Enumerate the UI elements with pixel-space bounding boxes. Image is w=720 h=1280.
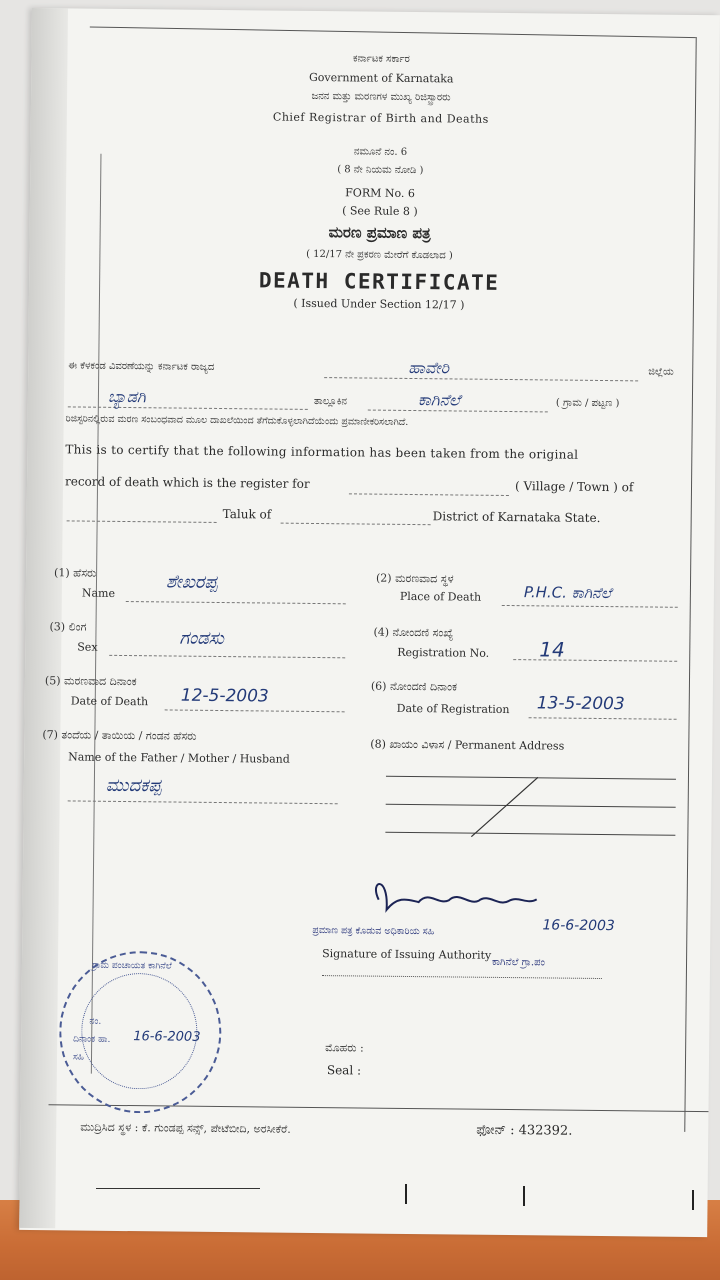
date-of-registration-value: 13-5-2003 xyxy=(536,693,625,715)
registration-number-label: Registration No. xyxy=(397,645,490,660)
address-strike-mark xyxy=(463,773,544,844)
permanent-address-label: (8) ಖಾಯಂ ವಿಳಾಸ / Permanent Address xyxy=(370,737,565,753)
district-kannada-line xyxy=(324,377,638,381)
intro-english-line2: record of death which is the register for xyxy=(64,474,310,491)
government-kannada: ಕರ್ನಾಟಕ ಸರ್ಕಾರ xyxy=(353,53,410,65)
parent-name-label-kannada: (7) ತಂದೆಯ / ತಾಯಿಯ / ಗಂಡನ ಹೆಸರು xyxy=(42,728,197,743)
date-of-death-label: Date of Death xyxy=(70,694,149,709)
date-of-death-label-kannada: (5) ಮರಣವಾದ ದಿನಾಂಕ xyxy=(44,674,137,689)
registrar-english: Chief Registrar of Birth and Deaths xyxy=(272,110,489,126)
taluk-kannada-line xyxy=(68,406,308,410)
intro-english-taluk: Taluk of xyxy=(222,507,272,522)
intro-kannada-line3: ರಿಜಿಸ್ಟರಿನಲ್ಲಿರುವ ಮರಣ ಸಂಬಂಧವಾದ ಮೂಲ ದಾಖಲೆಯಿಂದ ತೆಗೆದುಕೊಳ್ಳಲಾಗಿದೆಯೆಂದು ಪ್ರಮಾಣೀಕರಿಸಲಾಗಿದೆ. xyxy=(65,413,409,428)
death-certificate-document xyxy=(19,8,720,1237)
sex-line xyxy=(109,655,345,658)
date-of-registration-label: Date of Registration xyxy=(396,701,510,717)
intro-english-district: District of Karnataka State. xyxy=(432,509,601,525)
intro-english-line1: This is to certify that the following information has been taken from the original xyxy=(65,442,579,462)
intro-kannada-line1: ಈ ಕೆಳಕಂಡ ವಿವರಣೆಯನ್ನು ಕರ್ನಾಟಕ ರಾಜ್ಯದ xyxy=(68,360,215,373)
signature-date: 16-6-2003 xyxy=(542,917,615,935)
form-number: FORM No. 6 xyxy=(345,186,416,201)
village-kannada-value: ಕಾಗಿನೆಲೆ xyxy=(417,390,461,410)
bottom-pen-line xyxy=(96,1188,260,1189)
frame-left-line xyxy=(91,154,102,1074)
date-of-death-line xyxy=(165,709,345,712)
sex-value: ಗಂಡಸು xyxy=(179,627,224,650)
handwritten-signature xyxy=(358,869,559,931)
government-english: Government of Karnataka xyxy=(308,70,454,86)
district-kannada-value: ಹಾವೇರಿ xyxy=(408,357,450,378)
stamp-top-text: ಗ್ರಾಮ ಪಂಚಾಯತ ಕಾಗಿನೆಲೆ xyxy=(91,960,172,972)
registration-number-line xyxy=(513,659,677,662)
place-of-death-line xyxy=(502,605,678,608)
stamp-date-value: 16-6-2003 xyxy=(133,1029,201,1045)
issuing-office-kannada: ಕಾಗಿನೆಲೆ ಗ್ರಾ.ಪಂ xyxy=(491,956,546,969)
rule-number: ( See Rule 8 ) xyxy=(342,204,418,219)
district-english-line xyxy=(281,523,431,526)
issuing-authority-label: Signature of Issuing Authority xyxy=(322,947,492,962)
taluk-kannada-label: ತಾಲ್ಲೂಕಿನ xyxy=(313,395,348,408)
bottom-mark-1 xyxy=(405,1184,407,1204)
intro-english-village-town: ( Village / Town ) of xyxy=(514,479,634,495)
name-value: ಶೇಖರಪ್ಪ xyxy=(165,571,218,593)
place-of-death-label: Place of Death xyxy=(399,589,482,604)
place-of-death-value: P.H.C. ಕಾಗಿನೆಲೆ xyxy=(523,583,612,603)
rule-kannada: ( 8 ನೇ ನಿಯಮ ನೋಡಿ ) xyxy=(337,164,424,177)
frame-right-line xyxy=(684,37,696,1132)
registration-number-label-kannada: (4) ನೋಂದಣಿ ಸಂಖ್ಯೆ xyxy=(373,625,454,640)
parent-name-value: ಮುದಕಪ್ಪ xyxy=(105,774,162,797)
title-kannada: ಮರಣ ಪ್ರಮಾಣ ಪತ್ರ xyxy=(328,223,431,243)
registration-number-value: 14 xyxy=(539,637,565,662)
seal-label: Seal : xyxy=(326,1063,362,1078)
section-english: ( Issued Under Section 12/17 ) xyxy=(293,296,465,312)
section-kannada: ( 12/17 ನೇ ಪ್ರಕರಣ ಮೇರೆಗೆ ಕೊಡಲಾದ ) xyxy=(306,248,453,262)
printer-phone: ಫೋನ್ : 432392. xyxy=(476,1122,573,1139)
form-number-kannada: ನಮೂನೆ ನಂ. 6 xyxy=(353,146,408,158)
bottom-mark-3 xyxy=(692,1190,694,1210)
sex-label-kannada: (3) ಲಿಂಗ xyxy=(49,620,87,634)
stamp-sign-label: ಸಹಿ xyxy=(72,1052,85,1063)
taluk-kannada-value: ಬ್ಯಾಡಗಿ xyxy=(107,386,146,407)
date-of-death-value: 12-5-2003 xyxy=(180,685,269,707)
name-line xyxy=(126,601,346,604)
bottom-mark-2 xyxy=(523,1186,525,1206)
registrar-kannada: ಜನನ ಮತ್ತು ಮರಣಗಳ ಮುಖ್ಯ ರಿಜಿಸ್ಟ್ರಾರರು xyxy=(311,90,451,104)
village-kannada-label: ( ಗ್ರಾಮ / ಪಟ್ಟಣ ) xyxy=(555,397,620,410)
parent-name-line xyxy=(68,800,338,804)
title-death-certificate: DEATH CERTIFICATE xyxy=(258,268,500,295)
frame-top-line xyxy=(90,26,696,38)
village-english-line xyxy=(349,493,509,496)
intro-kannada-district-suffix: ಜಿಲ್ಲೆಯ xyxy=(648,366,674,378)
place-of-death-label-kannada: (2) ಮರಣವಾದ ಸ್ಥಳ xyxy=(375,571,454,586)
issuing-authority-kannada: ಪ್ರಮಾಣ ಪತ್ರ ಕೊಡುವ ಅಧಿಕಾರಿಯ ಸಹಿ xyxy=(312,924,435,938)
stamp-date-label: ದಿನಾಂಕ ಹಾ. xyxy=(73,1034,111,1045)
printer-details: ಮುದ್ರಿಸಿದ ಸ್ಥಳ : ಕೆ. ಗುಂಡಪ್ಪ ಸನ್ಸ್, ಪೇಟೆಬೀದಿ, ಅರಸೀಕೆರೆ. xyxy=(80,1120,291,1136)
name-label: Name xyxy=(81,586,116,600)
stamp-number-label: ನಂ. xyxy=(89,1016,102,1027)
seal-label-kannada: ಮೊಹರು : xyxy=(325,1041,364,1055)
signature-line xyxy=(322,975,602,979)
sex-label: Sex xyxy=(77,640,98,654)
date-of-registration-label-kannada: (6) ನೋಂದಣಿ ದಿನಾಂಕ xyxy=(370,679,457,694)
official-round-stamp xyxy=(58,950,222,1114)
taluk-english-line xyxy=(67,520,217,523)
date-of-registration-line xyxy=(529,717,677,720)
parent-name-label: Name of the Father / Mother / Husband xyxy=(68,750,290,766)
name-label-kannada: (1) ಹೆಸರು xyxy=(54,566,97,580)
